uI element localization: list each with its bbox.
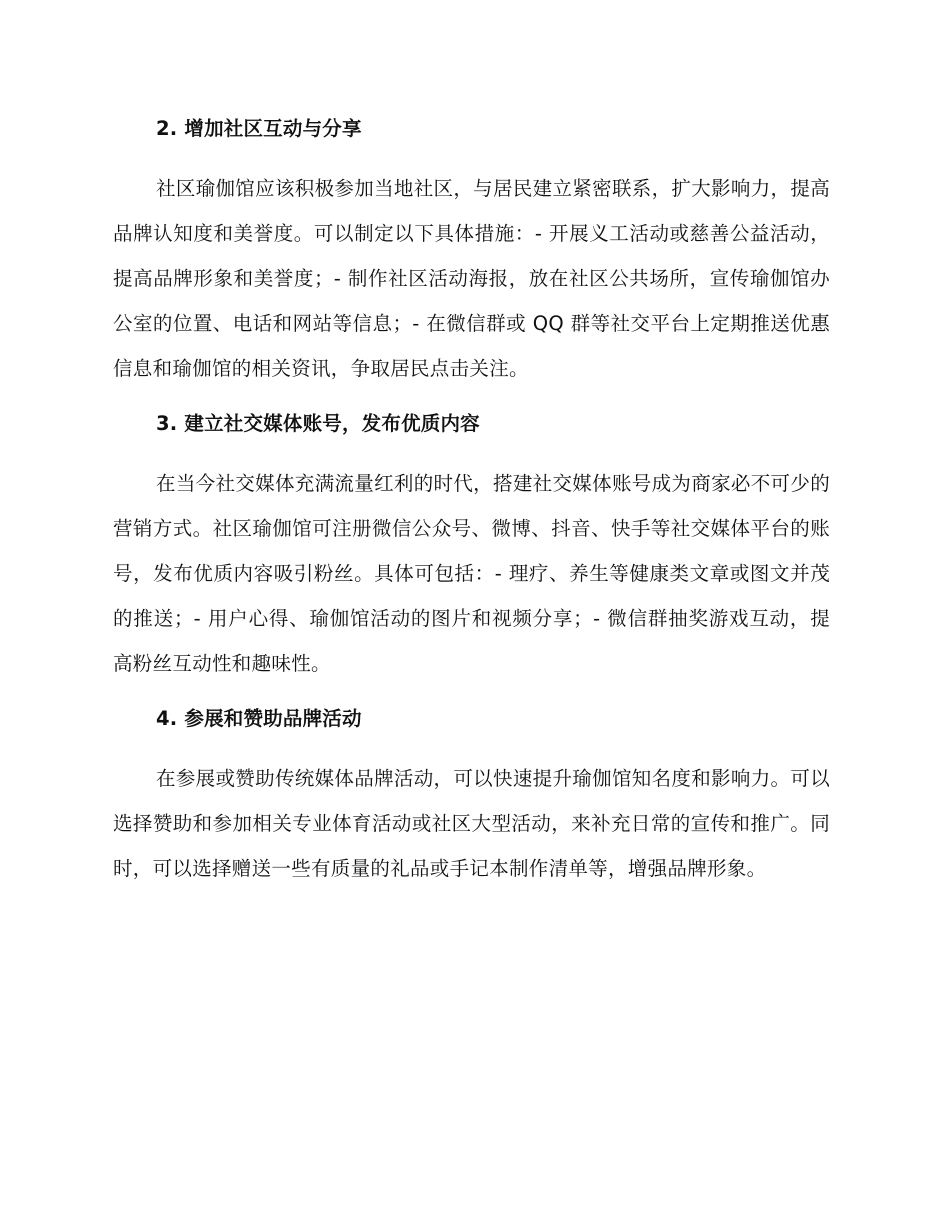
section-heading: 2. 增加社区互动与分享 xyxy=(156,117,362,140)
section-paragraph: 在当今社交媒体充满流量红利的时代，搭建社交媒体账号成为商家必不可少的营销方式。社区瑜伽馆可注册微信公众号、微博、抖音、快手等社交媒体平台的账号，发布优质内容吸引粉丝。具体可包括：- 理疗、养生等健康类文章或图文并茂的推送；- 用户心得、瑜伽馆活动的图片和视频分享；- 微信群抽奖游戏互动，提高粉丝互动性和趣味性。 xyxy=(113,472,830,675)
section-heading: 3. 建立社交媒体账号，发布优质内容 xyxy=(156,412,480,435)
section-paragraph: 社区瑜伽馆应该积极参加当地社区，与居民建立紧密联系，扩大影响力，提高品牌认知度和美誉度。可以制定以下具体措施：- 开展义工活动或慈善公益活动，提高品牌形象和美誉度；- 制作社区活动海报，放在社区公共场所，宣传瑜伽馆办公室的位置、电话和网站等信息；- 在微信群或 QQ 群等社交平台上定期推送优惠信息和瑜伽馆的相关资讯，争取居民点击关注。 xyxy=(113,177,830,380)
section-paragraph: 在参展或赞助传统媒体品牌活动，可以快速提升瑜伽馆知名度和影响力。可以选择赞助和参加相关专业体育活动或社区大型活动，来补充日常的宣传和推广。同时，可以选择赠送一些有质量的礼品或手记本制作清单等，增强品牌形象。 xyxy=(113,767,830,880)
section-social-media xyxy=(113,407,830,686)
section-sponsorship xyxy=(113,702,830,891)
document-content xyxy=(113,112,830,907)
section-community-interaction xyxy=(113,112,830,391)
section-heading: 4. 参展和赞助品牌活动 xyxy=(156,707,362,730)
